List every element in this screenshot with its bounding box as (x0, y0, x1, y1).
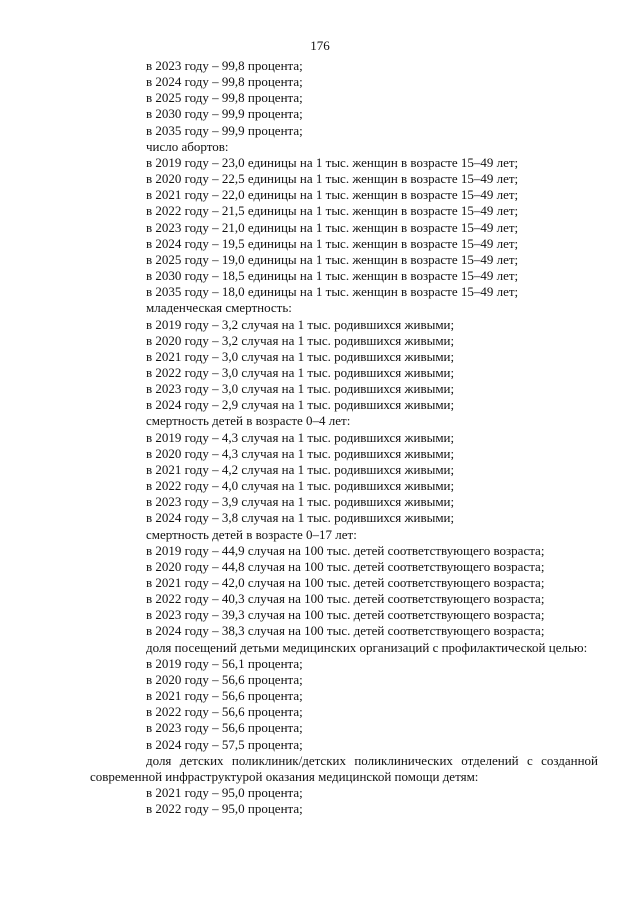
text-line: в 2021 году – 56,6 процента; (146, 688, 303, 704)
paragraph: доля посещений детьми медицинских организаций с профилактической целью: (146, 639, 588, 655)
text-line: в 2019 году – 44,9 случая на 100 тыс. детей соответствующего возраста; (146, 542, 545, 558)
text-line: в 2023 году – 21,0 единицы на 1 тыс. женщин в возрасте 15–49 лет; (146, 219, 519, 235)
text-line: в 2020 году – 3,2 случая на 1 тыс. родившихся живыми; (146, 332, 455, 348)
text-line: в 2021 году – 42,0 случая на 100 тыс. детей соответствующего возраста; (146, 575, 545, 590)
text-line: в 2023 году – 56,6 процента; (146, 720, 303, 736)
text-line: в 2019 году – 23,0 единицы на 1 тыс. женщин в возрасте 15–49 лет; (146, 154, 519, 170)
text-line: в 2024 году – 19,5 единицы на 1 тыс. женщин в возрасте 15–49 лет; (146, 235, 519, 251)
text-line: в 2024 году – 2,9 случая на 1 тыс. родившихся живыми; (146, 397, 455, 413)
paragraph: доля детских поликлиник/детских поликлинических отделений с созданной современной инфраструктурой оказания медицинской помощи детям: (90, 752, 598, 784)
document-body (90, 58, 598, 817)
text-line: в 2023 году – 3,0 случая на 1 тыс. родившихся живыми; (146, 381, 455, 397)
text-line: в 2024 году – 3,8 случая на 1 тыс. родившихся живыми; (146, 510, 455, 526)
text-line: в 2022 году – 4,0 случая на 1 тыс. родившихся живыми; (146, 478, 455, 494)
text-line: в 2030 году – 99,9 процента; (146, 106, 303, 122)
text-line: в 2021 году – 3,0 случая на 1 тыс. родившихся живыми; (146, 348, 455, 364)
text-line: в 2022 году – 3,0 случая на 1 тыс. родившихся живыми; (146, 364, 455, 380)
text-line: в 2020 году – 22,5 единицы на 1 тыс. женщин в возрасте 15–49 лет; (146, 171, 519, 187)
text-line: в 2021 году – 95,0 процента; (146, 785, 303, 801)
text-line: смертность детей в возрасте 0–4 лет: (146, 413, 351, 429)
text-line: в 2022 году – 95,0 процента; (146, 801, 303, 817)
text-line: в 2019 году – 4,3 случая на 1 тыс. родившихся живыми; (146, 429, 455, 445)
text-line: в 2020 году – 4,3 случая на 1 тыс. родившихся живыми; (146, 445, 455, 461)
text-line: в 2023 году – 39,3 случая на 100 тыс. детей соответствующего возраста; (146, 607, 545, 623)
text-line: в 2024 году – 99,8 процента; (146, 74, 303, 90)
page-number: 176 (310, 38, 330, 53)
text-line: младенческая смертность: (146, 300, 292, 316)
text-line: в 2025 году – 19,0 единицы на 1 тыс. женщин в возрасте 15–49 лет; (146, 251, 519, 267)
text-line: в 2021 году – 22,0 единицы на 1 тыс. женщин в возрасте 15–49 лет; (146, 187, 519, 203)
text-line: в 2023 году – 99,8 процента; (146, 58, 303, 73)
text-line: в 2020 году – 44,8 случая на 100 тыс. детей соответствующего возраста; (146, 558, 545, 574)
text-line: в 2019 году – 56,1 процента; (146, 655, 303, 671)
text-line: в 2022 году – 40,3 случая на 100 тыс. детей соответствующего возраста; (146, 591, 545, 607)
text-line: в 2030 году – 18,5 единицы на 1 тыс. женщин в возрасте 15–49 лет; (146, 268, 519, 284)
text-line: число абортов: (146, 138, 229, 154)
text-line: в 2024 году – 57,5 процента; (146, 736, 303, 752)
text-line: в 2023 году – 3,9 случая на 1 тыс. родившихся живыми; (146, 494, 455, 510)
text-line: в 2022 году – 56,6 процента; (146, 704, 303, 720)
text-line: в 2022 году – 21,5 единицы на 1 тыс. женщин в возрасте 15–49 лет; (146, 203, 519, 219)
text-line: в 2035 году – 99,9 процента; (146, 122, 303, 138)
text-line: в 2024 году – 38,3 случая на 100 тыс. детей соответствующего возраста; (146, 623, 545, 639)
text-line: в 2025 году – 99,8 процента; (146, 90, 303, 106)
text-line: смертность детей в возрасте 0–17 лет: (146, 526, 357, 542)
text-line: в 2035 году – 18,0 единицы на 1 тыс. женщин в возрасте 15–49 лет; (146, 284, 519, 300)
text-line: в 2020 году – 56,6 процента; (146, 671, 303, 687)
text-line: в 2019 году – 3,2 случая на 1 тыс. родившихся живыми; (146, 316, 455, 332)
text-line: в 2021 году – 4,2 случая на 1 тыс. родившихся живыми; (146, 461, 455, 477)
